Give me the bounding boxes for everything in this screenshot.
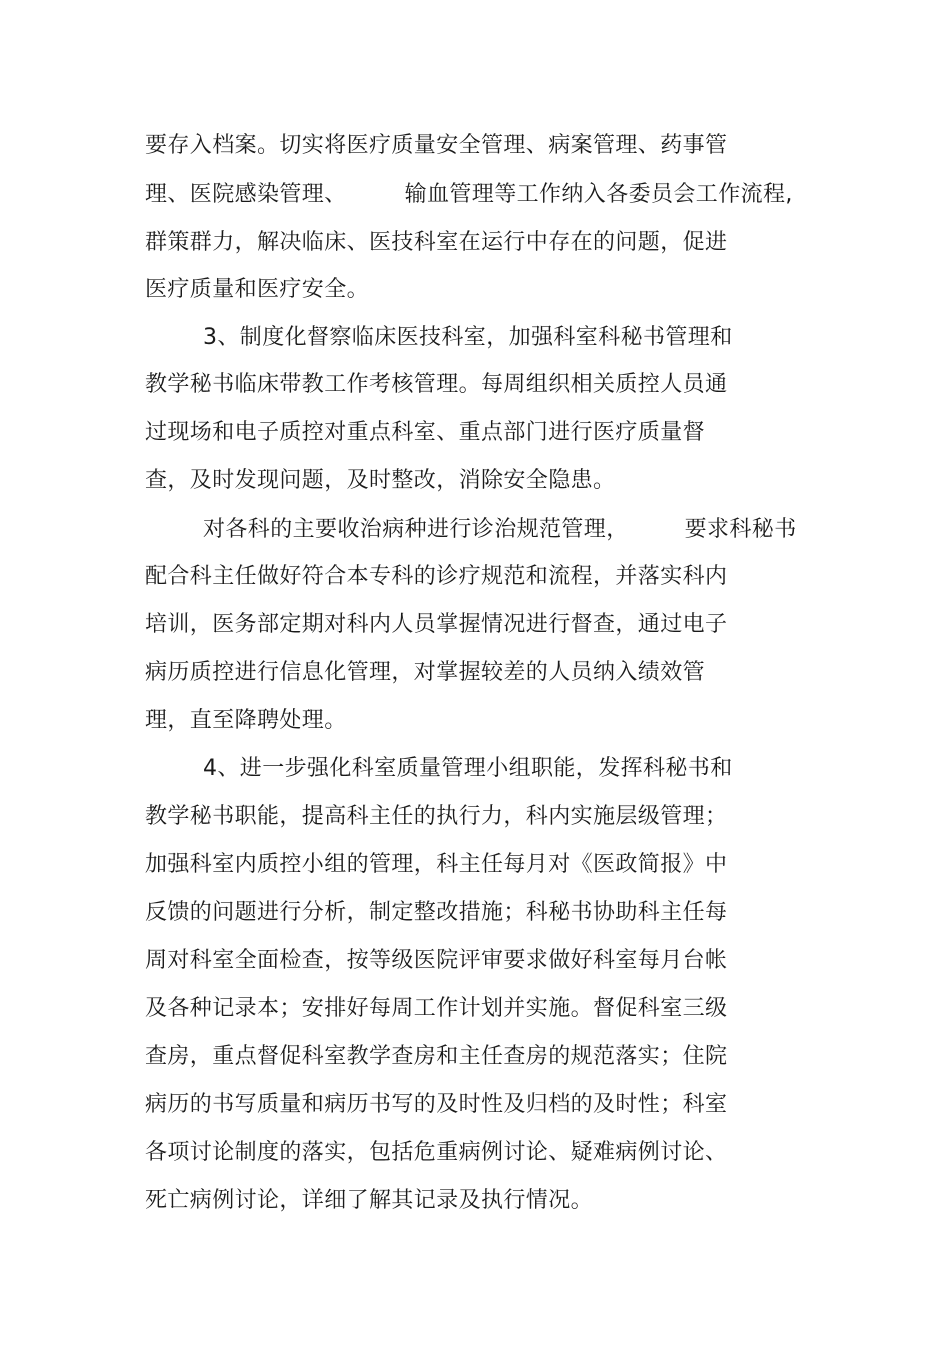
text-line: 配合科主任做好符合本专科的诊疗规范和流程，并落实科内	[145, 564, 728, 589]
text-line: 培训，医务部定期对科内人员掌握情况进行督查，通过电子	[145, 612, 728, 637]
paragraph-first-line: 3、制度化督察临床医技科室，加强科室科秘书管理和	[203, 325, 733, 350]
text-line: 教学秘书职能，提高科主任的执行力，科内实施层级管理；	[145, 804, 728, 829]
text-line: 死亡病例讨论，详细了解其记录及执行情况。	[145, 1188, 594, 1213]
text-line: 查，及时发现问题，及时整改，消除安全隐患。	[145, 468, 616, 493]
paragraph-first-line: 4、进一步强化科室质量管理小组职能，发挥科秘书和	[203, 756, 733, 781]
text-line: 加强科室内质控小组的管理，科主任每月对《医政简报》中	[145, 852, 728, 877]
text-line: 教学秘书临床带教工作考核管理。每周组织相关质控人员通	[145, 372, 728, 397]
text-segment: 输血管理等工作纳入各委员会工作流程,	[404, 182, 793, 207]
text-segment: 理、医院感染管理、	[145, 182, 347, 207]
text-line: 周对科室全面检查，按等级医院评审要求做好科室每月台帐	[145, 948, 728, 973]
text-line: 过现场和电子质控对重点科室、重点部门进行医疗质量督	[145, 420, 706, 445]
text-line	[145, 180, 793, 210]
text-line: 理，直至降聘处理。	[145, 708, 347, 733]
text-line: 查房，重点督促科室教学查房和主任查房的规范落实；住院	[145, 1044, 728, 1069]
text-line: 病历质控进行信息化管理，对掌握较差的人员纳入绩效管	[145, 660, 706, 685]
text-line: 要存入档案。切实将医疗质量安全管理、病案管理、药事管	[145, 133, 728, 158]
text-line: 医疗质量和医疗安全。	[145, 277, 370, 302]
text-line: 病历的书写质量和病历书写的及时性及归档的及时性；科室	[145, 1092, 728, 1117]
text-segment: 对各科的主要收治病种进行诊治规范管理，	[203, 517, 629, 542]
text-line: 各项讨论制度的落实，包括危重病例讨论、疑难病例讨论、	[145, 1140, 728, 1165]
paragraph-first-line	[203, 515, 797, 545]
text-line: 反馈的问题进行分析，制定整改措施；科秘书协助科主任每	[145, 900, 728, 925]
text-segment: 要求科秘书	[684, 517, 797, 542]
text-line: 及各种记录本；安排好每周工作计划并实施。督促科室三级	[145, 996, 728, 1021]
text-line: 群策群力，解决临床、医技科室在运行中存在的问题，促进	[145, 230, 728, 255]
